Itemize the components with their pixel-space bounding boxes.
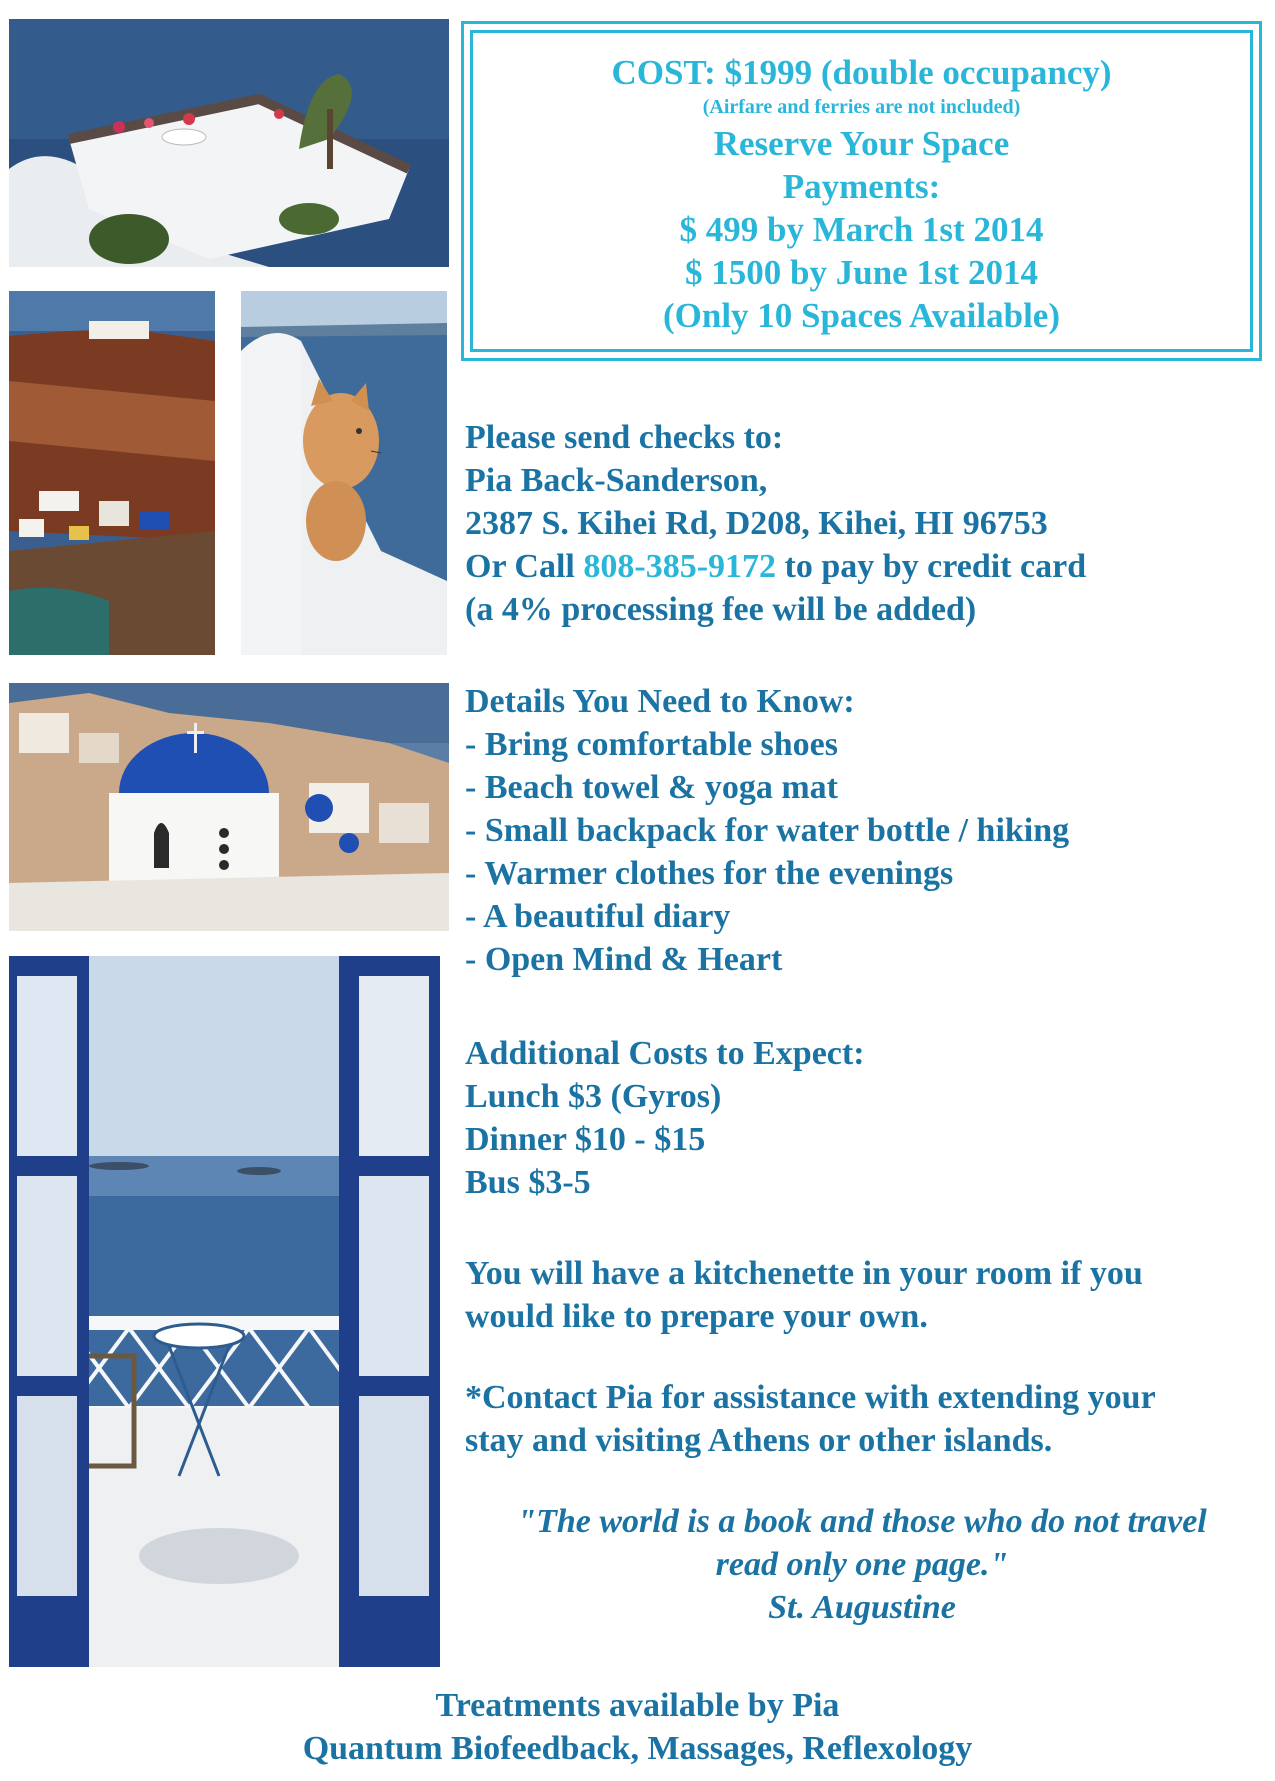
- contact-line: *Contact Pia for assistance with extending your: [465, 1379, 1156, 1416]
- fee-note: (a 4% processing fee will be added): [465, 591, 977, 628]
- costs-section: [465, 1032, 865, 1204]
- quote-author: St. Augustine: [768, 1589, 956, 1626]
- phone-number[interactable]: 808-385-9172: [583, 548, 777, 585]
- quote-line: "The world is a book and those who do not travel: [517, 1503, 1207, 1540]
- details-item: - Bring comfortable shoes: [465, 726, 839, 763]
- costs-heading: Additional Costs to Expect:: [465, 1035, 865, 1072]
- details-item: - Warmer clothes for the evenings: [465, 855, 954, 892]
- reserve-line: Reserve Your Space: [713, 124, 1010, 163]
- payment-1: $ 499 by March 1st 2014: [679, 210, 1044, 249]
- kitchenette-line: You will have a kitchenette in your room if you: [465, 1255, 1143, 1292]
- contact-section: [465, 1376, 1156, 1462]
- payments-heading: Payments:: [782, 167, 941, 206]
- details-item: - Small backpack for water bottle / hiking: [465, 812, 1070, 849]
- call-line: [465, 545, 1086, 588]
- costs-item: Lunch $3 (Gyros): [465, 1078, 722, 1115]
- checks-section: [465, 416, 1086, 631]
- quote: [462, 1500, 1262, 1629]
- quote-line: read only one page.": [715, 1546, 1009, 1583]
- costs-item: Dinner $10 - $15: [465, 1121, 706, 1158]
- cost-box: [461, 21, 1262, 361]
- details-item: - Beach towel & yoga mat: [465, 769, 838, 806]
- details-section: [465, 680, 1069, 981]
- call-suffix: to pay by credit card: [776, 548, 1087, 585]
- cost-line: COST: $1999 (double occupancy): [611, 53, 1112, 92]
- details-item: - A beautiful diary: [465, 898, 731, 935]
- details-heading: Details You Need to Know:: [465, 683, 855, 720]
- kitchenette-section: [465, 1252, 1143, 1338]
- cliff-village-photo: [9, 291, 215, 655]
- availability-line: (Only 10 Spaces Available): [662, 296, 1060, 335]
- footer: [0, 1684, 1275, 1770]
- footer-services: Quantum Biofeedback, Massages, Reflexology: [302, 1730, 973, 1767]
- payment-2: $ 1500 by June 1st 2014: [685, 253, 1038, 292]
- payee-address: 2387 S. Kihei Rd, D208, Kihei, HI 96753: [465, 505, 1048, 542]
- terrace-garden-photo: [9, 19, 449, 267]
- airfare-note: (Airfare and ferries are not included): [702, 96, 1021, 118]
- footer-title: Treatments available by Pia: [435, 1687, 840, 1724]
- payee-name: Pia Back-Sanderson,: [465, 462, 768, 499]
- cat-on-wall-photo: [241, 291, 447, 655]
- contact-line: stay and visiting Athens or other islands.: [465, 1422, 1053, 1459]
- balcony-sea-view-photo: [9, 956, 440, 1667]
- costs-item: Bus $3-5: [465, 1164, 591, 1201]
- kitchenette-line: would like to prepare your own.: [465, 1298, 928, 1335]
- blue-dome-church-photo: [9, 683, 449, 931]
- checks-heading: Please send checks to:: [465, 419, 784, 456]
- details-item: - Open Mind & Heart: [465, 941, 783, 978]
- call-prefix: Or Call: [465, 548, 584, 585]
